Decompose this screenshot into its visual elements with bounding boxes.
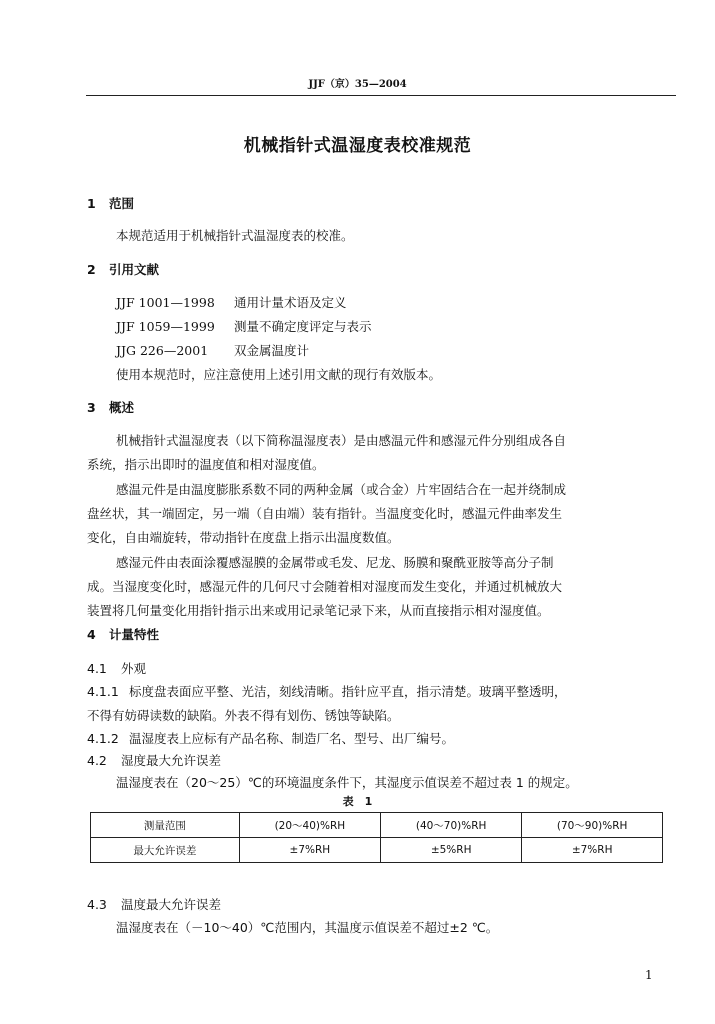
clause-number: 4.1.2	[87, 731, 119, 746]
clause-text: 温湿度表上应标有产品名称、制造厂名、型号、出厂编号。	[129, 731, 455, 746]
reference-title: 通用计量术语及定义	[234, 295, 347, 310]
humidity-error-table	[90, 812, 663, 863]
section-4-heading	[87, 625, 159, 643]
reference-title: 双金属温度计	[234, 343, 310, 358]
reference-code: JJG 226—2001	[116, 343, 209, 358]
reference-title: 测量不确定度评定与表示	[234, 319, 372, 334]
page-number: 1	[645, 968, 653, 982]
reference-note: 使用本规范时，应注意使用上述引用文献的现行有效版本。	[116, 367, 442, 382]
table-row	[91, 813, 663, 838]
section-3-heading	[87, 398, 134, 416]
clause-4-1-1-line-1	[87, 682, 567, 700]
reference-code: JJF 1059—1999	[116, 319, 215, 334]
overview-line: 系统，指示出即时的温度值和相对湿度值。	[87, 457, 325, 472]
table-row	[91, 838, 663, 863]
overview-line: 成。当湿度变化时，感湿元件的几何尺寸会随着相对湿度而发生变化，并通过机械放大	[87, 579, 563, 594]
table-cell: (70～90)%RH	[522, 813, 663, 838]
table-cell: 测量范围	[91, 813, 240, 838]
header-rule	[86, 95, 676, 96]
reference-code: JJF 1001—1998	[116, 295, 215, 310]
overview-line: 变化，自由端旋转，带动指针在度盘上指示出温度数值。	[87, 530, 400, 545]
section-number: 3	[87, 400, 96, 415]
subsection-title: 湿度最大允许误差	[121, 753, 222, 768]
section-title: 概述	[109, 400, 135, 415]
clause-text: 标度盘表面应平整、光洁，刻线清晰。指针应平直，指示清楚。玻璃平整透明，	[129, 684, 567, 699]
overview-line: 感湿元件由表面涂覆感湿膜的金属带或毛发、尼龙、肠膜和聚酰亚胺等高分子制	[116, 555, 554, 570]
reference-item	[116, 293, 347, 311]
section-title: 引用文献	[109, 262, 160, 277]
document-code-header: JJF（京）35—2004	[308, 79, 407, 90]
table-cell: ±5%RH	[381, 838, 522, 863]
section-number: 1	[87, 196, 96, 211]
subsection-4-2-text: 温湿度表在（20～25）℃的环境温度条件下，其湿度示值误差不超过表 1 的规定。	[116, 775, 578, 790]
reference-item	[116, 317, 372, 335]
subsection-title: 温度最大允许误差	[121, 897, 222, 912]
subsection-4-1-heading	[87, 659, 146, 677]
clause-number: 4.1.1	[87, 684, 119, 699]
overview-line: 感温元件是由温度膨胀系数不同的两种金属（或合金）片牢固结合在一起并绕制成	[116, 482, 567, 497]
subsection-title: 外观	[121, 661, 147, 676]
subsection-number: 4.3	[87, 897, 107, 912]
table-cell: ±7%RH	[522, 838, 663, 863]
overview-line: 机械指针式温湿度表（以下简称温湿度表）是由感温元件和感湿元件分别组成各自	[116, 433, 567, 448]
subsection-4-3-text: 温湿度表在（－10～40）℃范围内，其温度示值误差不超过±2 ℃。	[116, 920, 499, 935]
overview-line: 装置将几何量变化用指针指示出来或用记录笔记录下来，从而直接指示相对湿度值。	[87, 603, 550, 618]
clause-4-1-2	[87, 729, 454, 747]
clause-4-1-1-line-2: 不得有妨碍读数的缺陷。外表不得有划伤、锈蚀等缺陷。	[87, 708, 400, 723]
section-2-heading	[87, 260, 159, 278]
section-1-paragraph: 本规范适用于机械指针式温湿度表的校准。	[116, 228, 354, 243]
section-number: 2	[87, 262, 96, 277]
section-title: 范围	[109, 196, 135, 211]
section-number: 4	[87, 627, 96, 642]
subsection-number: 4.2	[87, 753, 107, 768]
table-caption: 表 1	[342, 795, 373, 808]
table-cell: ±7%RH	[239, 838, 380, 863]
subsection-number: 4.1	[87, 661, 107, 676]
table-cell: 最大允许误差	[91, 838, 240, 863]
reference-item	[116, 341, 309, 359]
overview-line: 盘丝状，其一端固定，另一端（自由端）装有指针。当温度变化时，感温元件曲率发生	[87, 506, 563, 521]
section-1-heading	[87, 194, 134, 212]
page-title: 机械指针式温湿度表校准规范	[243, 136, 472, 156]
subsection-4-3-heading	[87, 895, 221, 913]
table-cell: (20～40)%RH	[239, 813, 380, 838]
section-title: 计量特性	[109, 627, 160, 642]
table-cell: (40～70)%RH	[381, 813, 522, 838]
subsection-4-2-heading	[87, 751, 221, 769]
